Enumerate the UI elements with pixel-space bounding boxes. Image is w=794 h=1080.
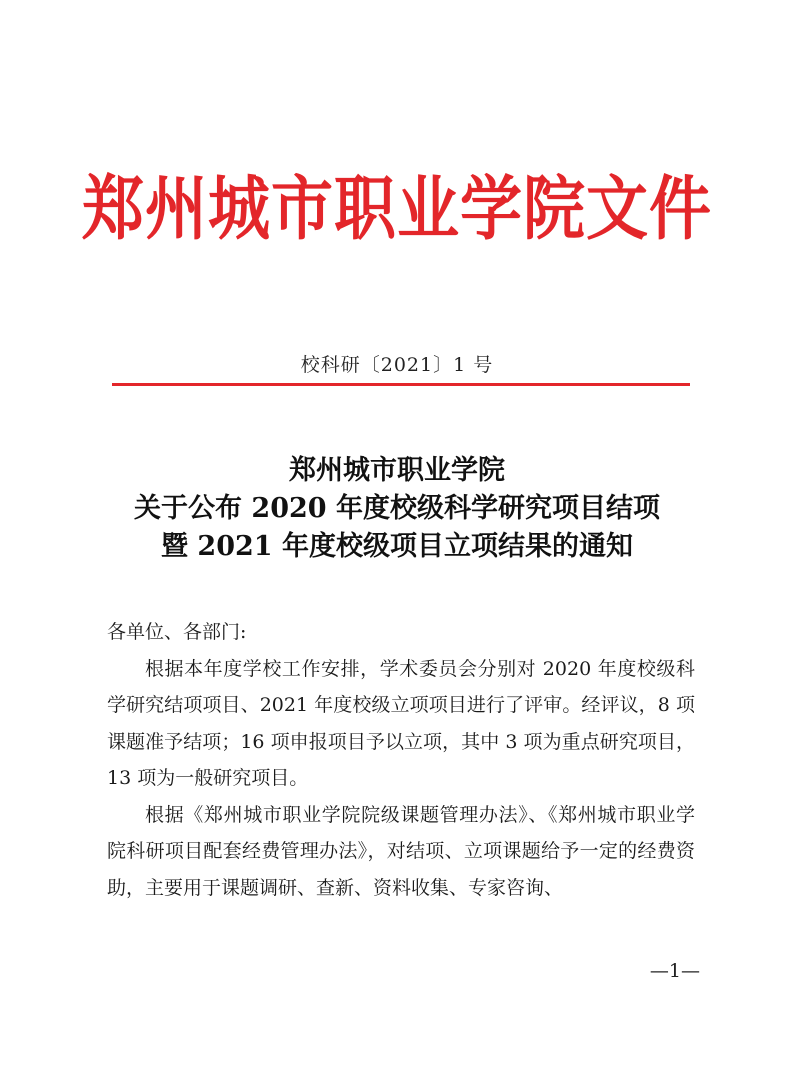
notice-body bbox=[107, 614, 695, 906]
notice-title bbox=[0, 452, 794, 566]
notice-title-line-1: 郑州城市职业学院 bbox=[289, 455, 505, 486]
body-paragraph-1: 根据本年度学校工作安排，学术委员会分别对 2020 年度校级科学研究结项项目、2021 年度校级立项项目进行了评审。经评议，8 项课题准予结项；16 项申报项目予以立项，其中 3 项为重点研究项目，13 项为一般研究项目。 bbox=[107, 657, 695, 789]
notice-title-line-2: 关于公布 2020 年度校级科学研究项目结项 bbox=[134, 493, 660, 524]
salutation: 各单位、各部门: bbox=[107, 621, 247, 643]
page-number: —1— bbox=[649, 960, 700, 982]
document-number: 校科研〔2021〕1 号 bbox=[300, 354, 494, 376]
notice-title-line-3: 暨 2021 年度校级项目立项结果的通知 bbox=[161, 531, 633, 562]
body-paragraph-2: 根据《郑州城市职业学院院级课题管理办法》、《郑州城市职业学院科研项目配套经费管理办法》，对结项、立项课题给予一定的经费资助，主要用于课题调研、查新、资料收集、专家咨询、 bbox=[107, 803, 695, 899]
document-header-title: 郑州城市职业学院文件 bbox=[81, 167, 712, 250]
red-divider-line bbox=[112, 383, 690, 386]
